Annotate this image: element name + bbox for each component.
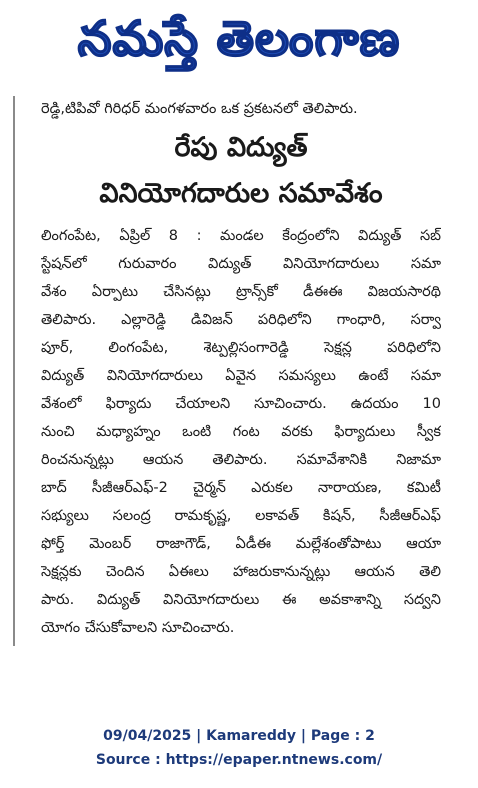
body-line: విద్యుత్ వినియోగదారులు ఏవైన సమస్యలు ఉంటే సమా bbox=[41, 368, 441, 384]
headline-line-2: వినియోగదారుల సమావేశం bbox=[99, 178, 383, 209]
body-line: స్టేషన్‌లో గురువారం విద్యుత్ వినియోగదారులు సమా bbox=[41, 256, 441, 272]
body-line: ఫోర్త్ మెంబర్ రాజాగౌడ్, ఏడీఈ మల్లేశంతోపాటు ఆయా bbox=[41, 536, 441, 552]
body-line: పూర్, లింగంపేట, శెట్పల్లిసంగారెడ్డి సెక్షన్ల పరిధిలోని bbox=[41, 340, 441, 356]
body-line: రించనున్నట్లు ఆయన తెలిపారు. సమావేశానికి నిజామా bbox=[41, 452, 441, 468]
body-line: బాద్ సీజీఆర్ఎఫ్-2 చైర్మన్ ఎరుకల నారాయణ, కమిటీ bbox=[41, 480, 441, 496]
article-body bbox=[41, 222, 441, 642]
body-line: సభ్యులు సలంద్ర రామకృష్ణ, లకావత్ కిషన్, సీజీఆర్ఎఫ్ bbox=[41, 508, 441, 524]
body-line: సెక్షన్లకు చెందిన ఏఈలు హాజరుకానున్నట్లు ఆయన తెలి bbox=[41, 564, 441, 580]
body-line: పారు. విద్యుత్ వినియోగదారులు ఈ అవకాశాన్ని సద్వని bbox=[41, 592, 441, 608]
clipping-content bbox=[41, 96, 441, 642]
body-line: వేశంలో ఫిర్యాదు చేయాలని సూచించారు. ఉదయం 10 bbox=[41, 396, 441, 412]
previous-article-tail: రెడ్డి,టిపివో గిరిధర్ మంగళవారం ఒక ప్రకటనలో తెలిపారు. bbox=[41, 101, 358, 117]
news-clipping bbox=[13, 96, 467, 646]
body-line: యోగం చేసుకోవాలని సూచించారు. bbox=[41, 620, 235, 636]
edition-info: 09/04/2025 | Kamareddy | Page : 2 bbox=[103, 728, 375, 744]
body-line: లింగంపేట, ఏప్రిల్ 8 : మండల కేంద్రంలోని విద్యుత్ సబ్ bbox=[41, 228, 441, 244]
headline-line-1: రేపు విద్యుత్ bbox=[174, 132, 308, 163]
masthead-title: నమస్తే తెలంగాణ bbox=[77, 11, 401, 67]
newspaper-masthead bbox=[0, 0, 478, 78]
body-line: తెలిపారు. ఎల్లారెడ్డి డివిజన్ పరిధిలోని గాంధారి, సర్వా bbox=[41, 312, 441, 328]
body-line: వేశం ఏర్పాటు చేసినట్లు ట్రాన్స్‌కో డీఈఈ విజయసారథి bbox=[41, 284, 441, 300]
source-link[interactable]: Source : https://epaper.ntnews.com/ bbox=[95, 752, 383, 768]
body-line: నుంచి మధ్యాహ్నం ఒంటి గంట వరకు ఫిర్యాదులు స్వీక bbox=[41, 424, 441, 440]
